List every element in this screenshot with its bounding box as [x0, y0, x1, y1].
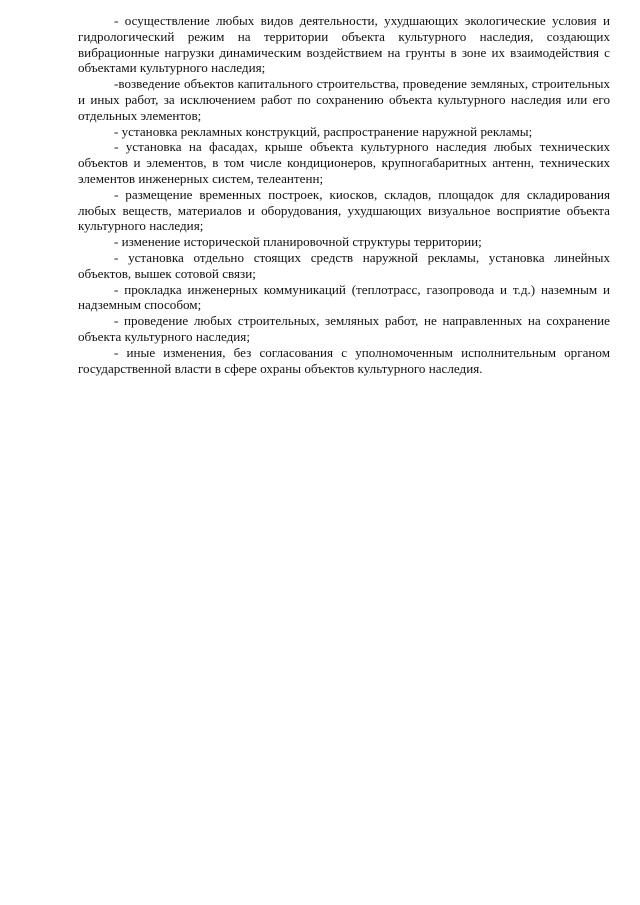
paragraph-capital-construction: -возведение объектов капитального строительства, проведение земляных, строительных и иных работ, за исключением работ по сохранению объекта культурного наследия или его отдельных элементов; [78, 76, 610, 123]
paragraph-construction-works: - проведение любых строительных, земляных работ, не направленных на сохранение объекта культурного наследия; [78, 313, 610, 344]
paragraph-facade-equipment: - установка на фасадах, крыше объекта культурного наследия любых технических объектов и элементов, в том числе кондиционеров, крупногабаритных антенн, технических элементов инженерных систем, телеантенн; [78, 139, 610, 186]
paragraph-ecological-activities: - осуществление любых видов деятельности, ухудшающих экологические условия и гидрологический режим на территории объекта культурного наследия, создающих вибрационные нагрузки динамическим воздействием на грунты в зоне их взаимодействия с объектами культурного наследия; [78, 13, 610, 76]
paragraph-freestanding-advertising: - установка отдельно стоящих средств наружной рекламы, установка линейных объектов, вышек сотовой связи; [78, 249, 610, 281]
paragraph-historic-layout: - изменение исторической планировочной структуры территории; [114, 234, 482, 250]
restrictions-list [78, 13, 610, 376]
paragraph-advertising-structures: - установка рекламных конструкций, распространение наружной рекламы; [114, 123, 533, 139]
paragraph-temporary-buildings: - размещение временных построек, киосков, складов, площадок для складирования любых веществ, материалов и оборудования, ухудшающих визуальное восприятие объекта культурного наследия; [78, 186, 610, 234]
paragraph-engineering-communications: - прокладка инженерных коммуникаций (теплотрасс, газопровода и т.д.) наземным и надземным способом; [78, 281, 610, 313]
paragraph-other-changes: - иные изменения, без согласования с уполномоченным исполнительным органом государственной власти в сфере охраны объектов культурного наследия. [78, 344, 610, 376]
